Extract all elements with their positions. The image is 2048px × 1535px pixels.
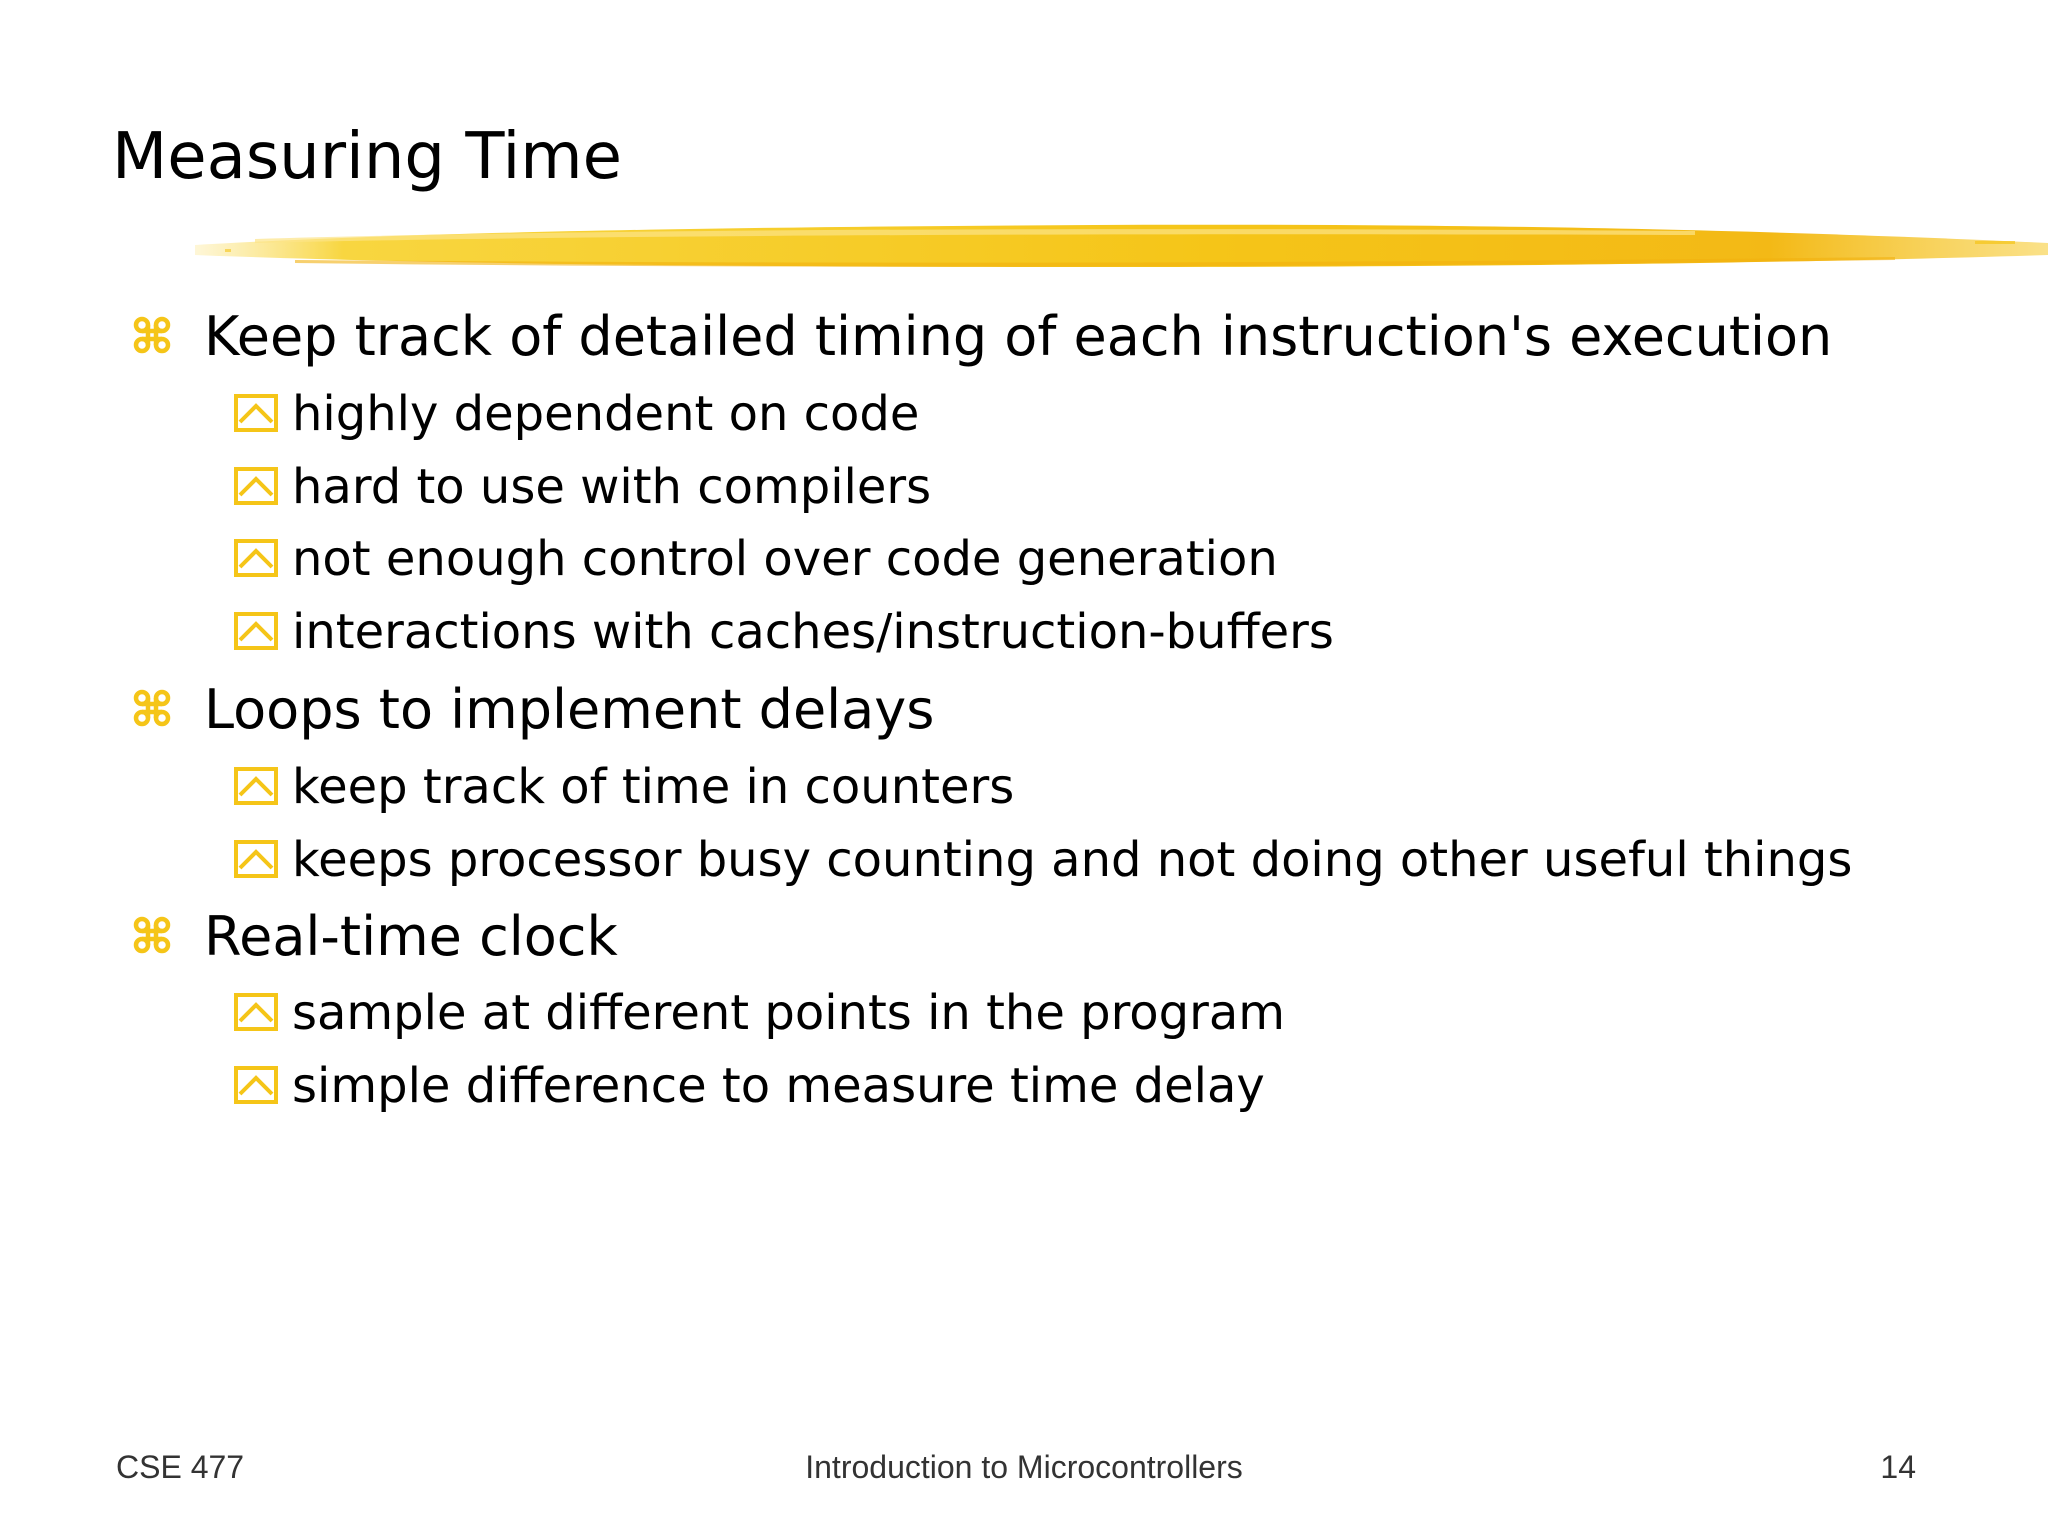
sub-bullet-text: interactions with caches/instruction-buffers [292, 603, 1334, 660]
sub-bullet-text: simple difference to measure time delay [292, 1057, 1265, 1114]
command-key-icon [130, 680, 174, 724]
sub-bullet-item [234, 830, 1852, 890]
sub-bullet-text: highly dependent on code [292, 386, 920, 442]
checkbox-envelope-icon [234, 832, 278, 870]
footer-course: CSE 477 [116, 1449, 245, 1485]
command-key-icon [130, 907, 174, 951]
sub-bullet-text: not enough control over code generation [292, 531, 1278, 587]
sub-bullet-text: keep track of time in counters [292, 759, 1015, 815]
checkbox-envelope-icon [234, 604, 278, 642]
sub-bullet-item [234, 602, 1334, 662]
command-key-icon [130, 307, 174, 351]
checkbox-envelope-icon [234, 386, 278, 424]
sub-bullet-item [234, 983, 1285, 1043]
bullet-item [130, 305, 1832, 369]
footer-title: Introduction to Microcontrollers [805, 1449, 1243, 1485]
checkbox-envelope-icon [234, 531, 278, 569]
bullet-text: Keep track of detailed timing of each instruction's execution [204, 305, 1833, 368]
bullet-item [130, 678, 934, 742]
checkbox-envelope-icon [234, 985, 278, 1023]
checkbox-envelope-icon [234, 459, 278, 497]
bullet-text: Loops to implement delays [204, 678, 935, 741]
sub-bullet-item [234, 757, 1014, 817]
sub-bullet-text: hard to use with compilers [292, 458, 932, 515]
footer-page-number: 14 [1880, 1449, 1916, 1485]
sub-bullet-text: keeps processor busy counting and not doing other useful things [292, 831, 1853, 888]
bullet-item [130, 905, 618, 969]
checkbox-envelope-icon [234, 759, 278, 797]
slide-title: Measuring Time [112, 120, 622, 194]
sub-bullet-item [234, 457, 931, 517]
sub-bullet-text: sample at different points in the program [292, 985, 1285, 1041]
bullet-text: Real-time clock [204, 905, 618, 968]
sub-bullet-item [234, 384, 919, 444]
sub-bullet-item [234, 1056, 1265, 1116]
checkbox-envelope-icon [234, 1058, 278, 1096]
sub-bullet-item [234, 529, 1278, 589]
